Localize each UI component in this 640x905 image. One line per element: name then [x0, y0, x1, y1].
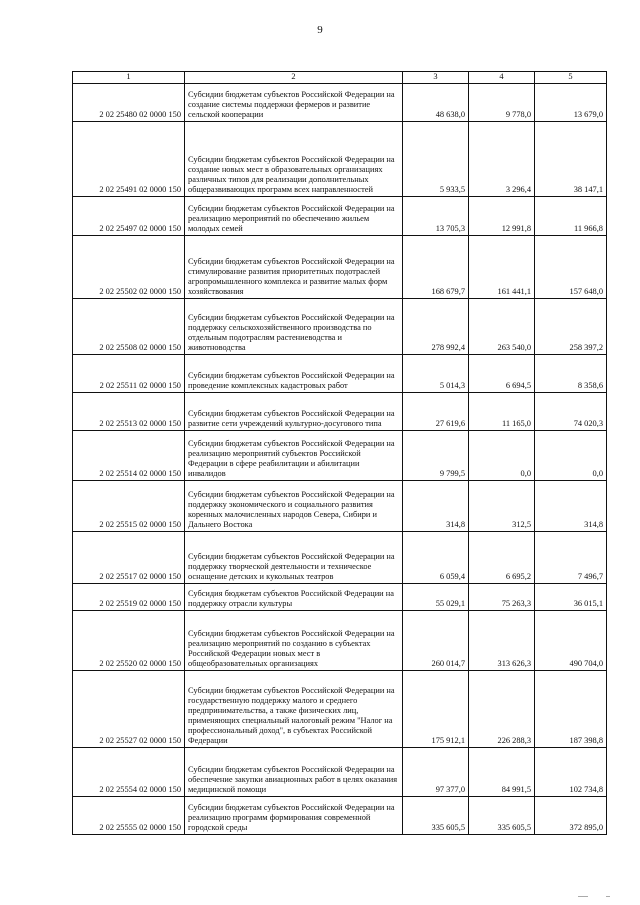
row-value-4: 6 694,5 — [469, 355, 535, 393]
row-value-5: 8 358,6 — [535, 355, 607, 393]
row-value-5: 74 020,3 — [535, 393, 607, 431]
row-value-3: 168 679,7 — [403, 236, 469, 299]
row-description: Субсидии бюджетам субъектов Российской Федерации на реализацию мероприятий по созданию в субъектах Российской Федерации новых мест в общеобразовательных организациях — [185, 611, 403, 671]
header-col-2: 2 — [185, 72, 403, 84]
table-row — [73, 481, 607, 532]
row-code: 2 02 25520 02 0000 150 — [73, 611, 185, 671]
table-header — [73, 72, 607, 84]
row-value-4: 11 165,0 — [469, 393, 535, 431]
table-row — [73, 611, 607, 671]
row-code: 2 02 25480 02 0000 150 — [73, 84, 185, 122]
table-body — [73, 84, 607, 835]
footer-mark — [606, 896, 610, 897]
row-description: Субсидии бюджетам субъектов Российской Федерации на поддержку сельскохозяйственного производства по отдельным подотраслям растениеводства и животноводства — [185, 299, 403, 355]
row-value-4: 313 626,3 — [469, 611, 535, 671]
row-code: 2 02 25555 02 0000 150 — [73, 797, 185, 835]
row-value-5: 13 679,0 — [535, 84, 607, 122]
row-description: Субсидии бюджетам субъектов Российской Федерации на развитие сети учреждений культурно-досугового типа — [185, 393, 403, 431]
row-description: Субсидии бюджетам субъектов Российской Федерации на реализацию мероприятий по обеспечению жильем молодых семей — [185, 197, 403, 236]
table-row — [73, 797, 607, 835]
row-value-4: 312,5 — [469, 481, 535, 532]
table-row — [73, 299, 607, 355]
row-value-3: 314,8 — [403, 481, 469, 532]
row-code: 2 02 25527 02 0000 150 — [73, 671, 185, 748]
row-value-4: 161 441,1 — [469, 236, 535, 299]
header-col-1: 1 — [73, 72, 185, 84]
footer-mark — [578, 896, 588, 897]
row-value-4: 0,0 — [469, 431, 535, 481]
table-row — [73, 671, 607, 748]
row-value-4: 75 263,3 — [469, 584, 535, 611]
row-code: 2 02 25517 02 0000 150 — [73, 532, 185, 584]
row-value-5: 7 496,7 — [535, 532, 607, 584]
row-description: Субсидии бюджетам субъектов Российской Федерации на реализацию программ формирования современной городской среды — [185, 797, 403, 835]
row-value-3: 55 029,1 — [403, 584, 469, 611]
row-description: Субсидии бюджетам субъектов Российской Федерации на государственную поддержку малого и среднего предпринимательства, а также физических лиц, применяющих специальный налоговый режим "Налог на профессиональный доход", в субъектах Российской Федерации — [185, 671, 403, 748]
row-value-5: 38 147,1 — [535, 122, 607, 197]
row-description: Субсидии бюджетам субъектов Российской Федерации на создание системы поддержки фермеров и развитие сельской кооперации — [185, 84, 403, 122]
row-value-5: 490 704,0 — [535, 611, 607, 671]
row-value-3: 5 933,5 — [403, 122, 469, 197]
row-code: 2 02 25502 02 0000 150 — [73, 236, 185, 299]
row-description: Субсидии бюджетам субъектов Российской Федерации на поддержку экономического и социального развития коренных малочисленных народов Севера, Сибири и Дальнего Востока — [185, 481, 403, 532]
row-description: Субсидия бюджетам субъектов Российской Федерации на поддержку отрасли культуры — [185, 584, 403, 611]
header-col-3: 3 — [403, 72, 469, 84]
row-value-4: 84 991,5 — [469, 748, 535, 797]
row-value-4: 6 695,2 — [469, 532, 535, 584]
table-row — [73, 584, 607, 611]
row-code: 2 02 25554 02 0000 150 — [73, 748, 185, 797]
row-code: 2 02 25514 02 0000 150 — [73, 431, 185, 481]
budget-table — [72, 71, 607, 835]
row-description: Субсидии бюджетам субъектов Российской Федерации на создание новых мест в образовательных организациях различных типов для реализации дополнительных общеразвивающих программ всех направленностей — [185, 122, 403, 197]
row-description: Субсидии бюджетам субъектов Российской Федерации на стимулирование развития приоритетных подотраслей агропромышленного комплекса и развитие малых форм хозяйствования — [185, 236, 403, 299]
row-value-4: 9 778,0 — [469, 84, 535, 122]
row-value-3: 6 059,4 — [403, 532, 469, 584]
row-value-3: 335 605,5 — [403, 797, 469, 835]
row-value-3: 9 799,5 — [403, 431, 469, 481]
row-value-5: 157 648,0 — [535, 236, 607, 299]
row-code: 2 02 25497 02 0000 150 — [73, 197, 185, 236]
table-row — [73, 431, 607, 481]
row-value-4: 226 288,3 — [469, 671, 535, 748]
row-value-3: 278 992,4 — [403, 299, 469, 355]
row-value-3: 5 014,3 — [403, 355, 469, 393]
row-value-3: 175 912,1 — [403, 671, 469, 748]
row-code: 2 02 25508 02 0000 150 — [73, 299, 185, 355]
row-value-5: 314,8 — [535, 481, 607, 532]
row-value-4: 335 605,5 — [469, 797, 535, 835]
table-row — [73, 748, 607, 797]
row-value-4: 263 540,0 — [469, 299, 535, 355]
header-col-5: 5 — [535, 72, 607, 84]
row-value-5: 372 895,0 — [535, 797, 607, 835]
row-description: Субсидии бюджетам субъектов Российской Федерации на поддержку творческой деятельности и техническое оснащение детских и кукольных театров — [185, 532, 403, 584]
row-code: 2 02 25515 02 0000 150 — [73, 481, 185, 532]
table-row — [73, 197, 607, 236]
row-value-3: 13 705,3 — [403, 197, 469, 236]
row-code: 2 02 25491 02 0000 150 — [73, 122, 185, 197]
row-code: 2 02 25513 02 0000 150 — [73, 393, 185, 431]
row-value-3: 48 638,0 — [403, 84, 469, 122]
row-value-5: 36 015,1 — [535, 584, 607, 611]
row-code: 2 02 25511 02 0000 150 — [73, 355, 185, 393]
row-value-4: 3 296,4 — [469, 122, 535, 197]
row-value-5: 0,0 — [535, 431, 607, 481]
row-description: Субсидии бюджетам субъектов Российской Федерации на обеспечение закупки авиационных работ в целях оказания медицинской помощи — [185, 748, 403, 797]
table-row — [73, 393, 607, 431]
row-value-4: 12 991,8 — [469, 197, 535, 236]
row-value-5: 11 966,8 — [535, 197, 607, 236]
row-value-3: 27 619,6 — [403, 393, 469, 431]
row-description: Субсидии бюджетам субъектов Российской Федерации на проведение комплексных кадастровых работ — [185, 355, 403, 393]
row-value-3: 97 377,0 — [403, 748, 469, 797]
table-row — [73, 532, 607, 584]
table-row — [73, 84, 607, 122]
table-row — [73, 122, 607, 197]
row-code: 2 02 25519 02 0000 150 — [73, 584, 185, 611]
row-value-5: 258 397,2 — [535, 299, 607, 355]
row-value-3: 260 014,7 — [403, 611, 469, 671]
row-value-5: 187 398,8 — [535, 671, 607, 748]
row-value-5: 102 734,8 — [535, 748, 607, 797]
row-description: Субсидии бюджетам субъектов Российской Федерации на реализацию мероприятий субъектов Российской Федерации в сфере реабилитации и абилитации инвалидов — [185, 431, 403, 481]
table-row — [73, 355, 607, 393]
table-row — [73, 236, 607, 299]
page-number: 9 — [317, 24, 323, 36]
header-row — [73, 72, 607, 84]
header-col-4: 4 — [469, 72, 535, 84]
